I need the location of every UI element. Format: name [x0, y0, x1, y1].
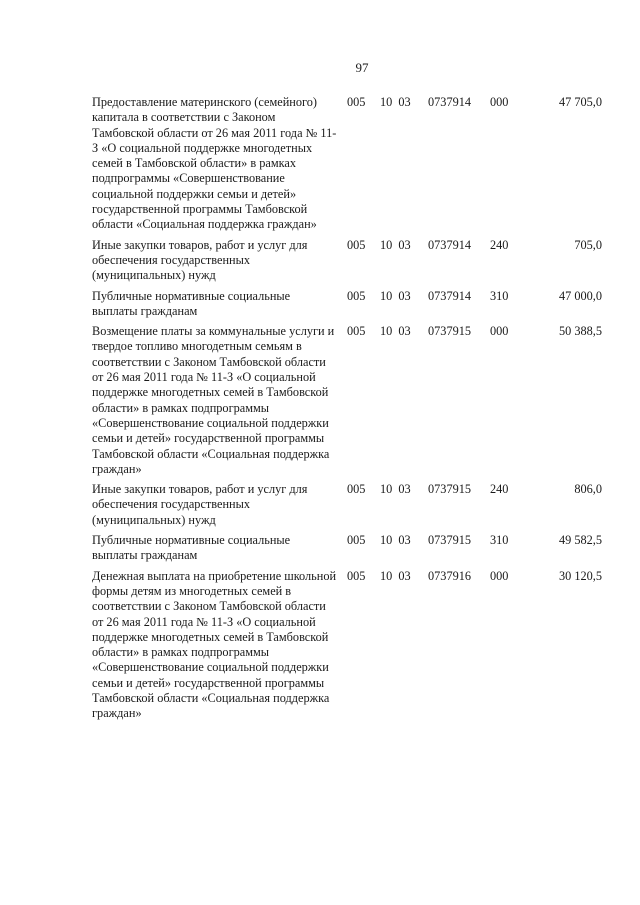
- table-row: [92, 482, 602, 528]
- row-expense-type: 000: [490, 568, 509, 583]
- table-row: [92, 324, 602, 477]
- row-expense-type: 240: [490, 482, 509, 497]
- row-sum: 30 120,5: [558, 568, 602, 583]
- row-target-article: 0737914: [428, 288, 472, 303]
- row-section-code: 10 03: [380, 237, 411, 252]
- budget-table: [92, 95, 602, 727]
- row-description: Денежная выплата на приобретение школьной формы детям из многодетных семей в соответствии с Законом Тамбовской области от 26 мая 2011 года № 11-З «О социальной поддержке многодетных семей в Тамбовской области» в рамках подпрограммы «Совершенствование социальной поддержки семьи и детей» государственной программы Тамбовской области «Социальная поддержка граждан»: [92, 568, 337, 721]
- table-row: [92, 289, 602, 320]
- row-sum: 49 582,5: [558, 533, 602, 548]
- row-ved-code: 005: [347, 533, 366, 548]
- row-description: Публичные нормативные социальные выплаты гражданам: [92, 288, 291, 318]
- table-row: [92, 238, 602, 284]
- table-row: [92, 569, 602, 722]
- row-expense-type: 310: [490, 288, 509, 303]
- row-description: Публичные нормативные социальные выплаты гражданам: [92, 533, 291, 563]
- row-section-code: 10 03: [380, 533, 411, 548]
- row-expense-type: 240: [490, 237, 509, 252]
- row-description: Иные закупки товаров, работ и услуг для обеспечения государственных (муниципальных) нужд: [92, 237, 308, 283]
- row-ved-code: 005: [347, 288, 366, 303]
- row-description: Возмещение платы за коммунальные услуги и твердое топливо многодетным семьям в соответствии с Законом Тамбовской области от 26 мая 2011 года № 11-З «О социальной поддержке многодетных семей в Тамбовской области» в рамках подпрограммы «Совершенствование социальной поддержки семьи и детей» государственной программы Тамбовской области «Социальная поддержка граждан»: [92, 324, 335, 476]
- row-target-article: 0737915: [428, 324, 472, 339]
- row-sum: 50 388,5: [558, 324, 602, 339]
- row-target-article: 0737916: [428, 568, 472, 583]
- row-section-code: 10 03: [380, 482, 411, 497]
- row-ved-code: 005: [347, 95, 366, 109]
- row-ved-code: 005: [347, 237, 366, 252]
- row-sum: 47 000,0: [558, 288, 602, 303]
- row-description: Предоставление материнского (семейного) капитала в соответствии с Законом Тамбовской области от 26 мая 2011 года № 11-З «О социальной поддержке многодетных семей в Тамбовской области» в рамках подпрограммы «Совершенствование социальной поддержки семьи и детей» государственной программы Тамбовской области «Социальная поддержка граждан»: [92, 95, 337, 232]
- row-ved-code: 005: [347, 324, 366, 339]
- row-target-article: 0737915: [428, 482, 472, 497]
- row-section-code: 10 03: [380, 324, 411, 339]
- row-sum: 705,0: [574, 237, 602, 252]
- table-row: [92, 95, 602, 233]
- row-expense-type: 000: [490, 95, 509, 109]
- row-sum: 806,0: [574, 482, 602, 497]
- table-row: [92, 533, 602, 564]
- row-section-code: 10 03: [380, 288, 411, 303]
- row-target-article: 0737914: [428, 95, 472, 109]
- row-expense-type: 310: [490, 533, 509, 548]
- row-target-article: 0737914: [428, 237, 472, 252]
- page-number: 97: [355, 60, 369, 75]
- row-sum: 47 705,0: [558, 95, 602, 109]
- row-description: Иные закупки товаров, работ и услуг для обеспечения государственных (муниципальных) нужд: [92, 482, 308, 527]
- row-ved-code: 005: [347, 568, 366, 583]
- row-ved-code: 005: [347, 482, 366, 497]
- row-target-article: 0737915: [428, 533, 472, 548]
- row-section-code: 10 03: [380, 95, 411, 109]
- row-section-code: 10 03: [380, 568, 411, 583]
- row-expense-type: 000: [490, 324, 509, 339]
